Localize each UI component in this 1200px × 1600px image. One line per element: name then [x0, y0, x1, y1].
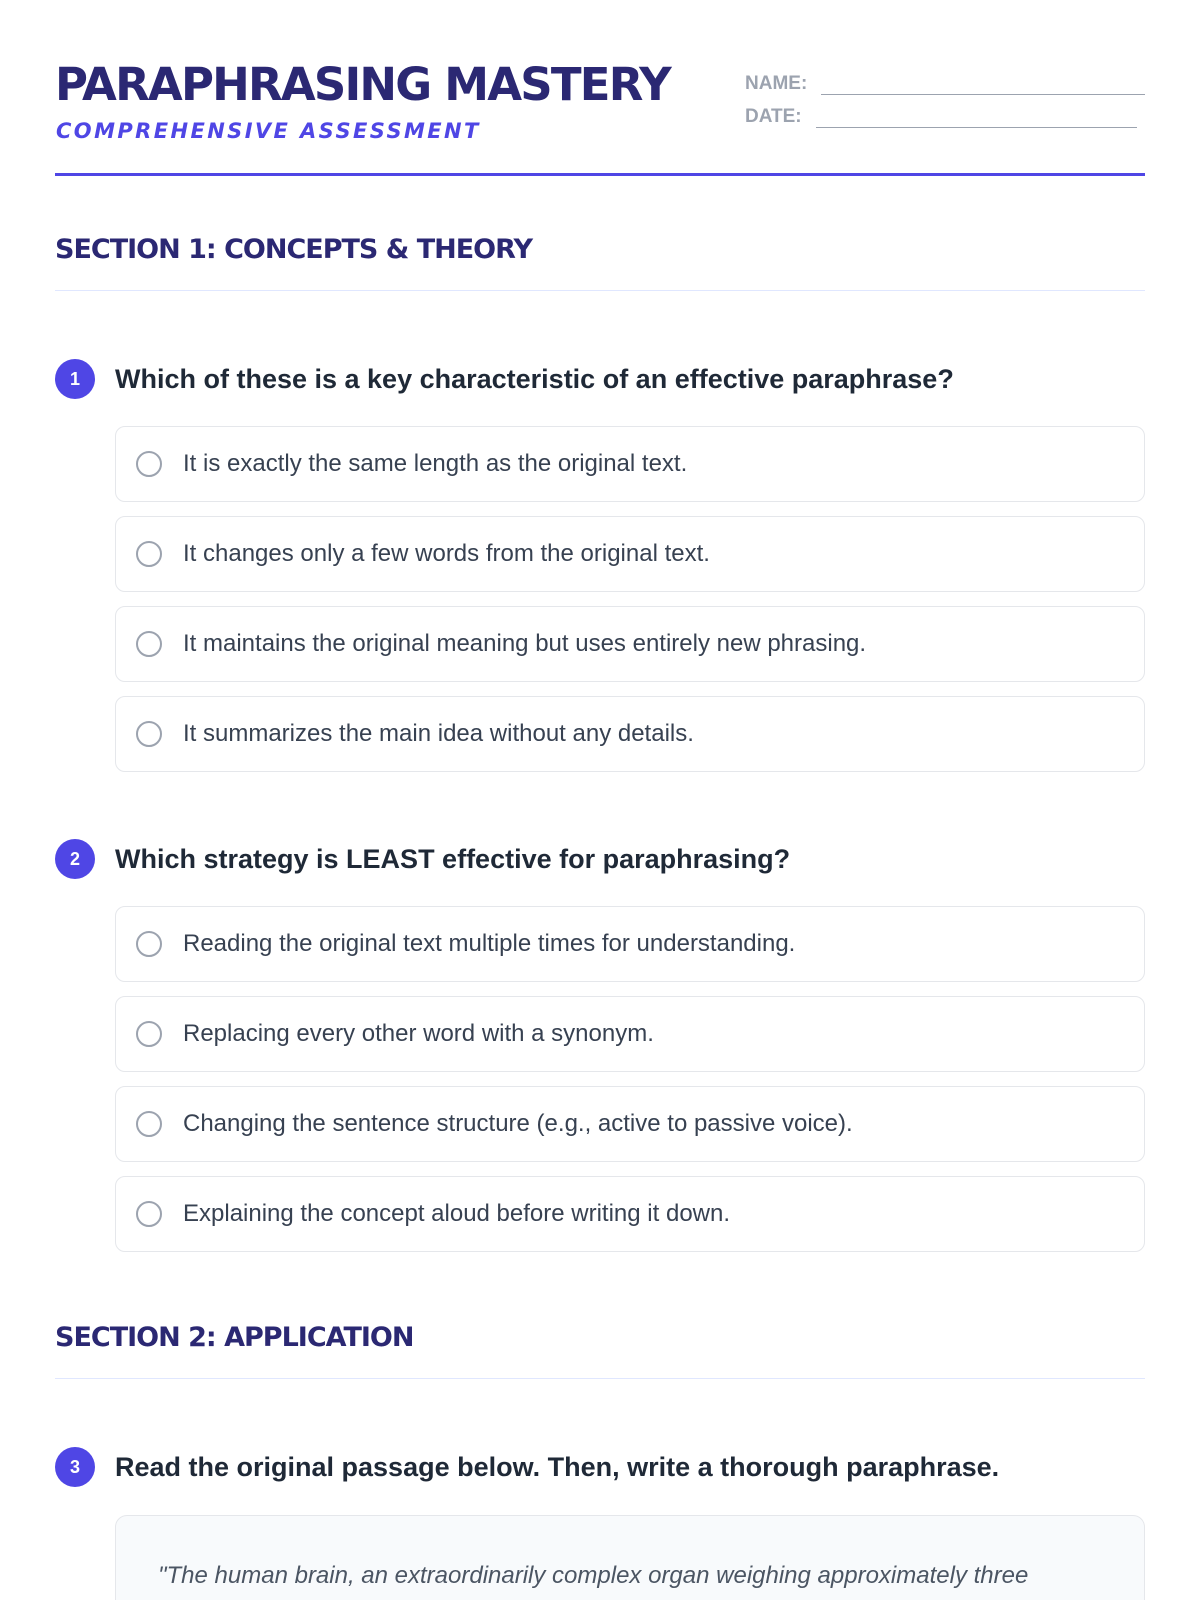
answer-option[interactable]	[115, 1176, 1145, 1252]
question-header	[55, 359, 1145, 399]
question-header	[55, 1447, 1145, 1487]
radio-button[interactable]	[136, 1021, 162, 1047]
radio-button[interactable]	[136, 1111, 162, 1137]
answer-option[interactable]	[115, 996, 1145, 1072]
name-field[interactable]	[745, 70, 1145, 98]
original-passage-text: "The human brain, an extraordinarily complex organ weighing approximately three	[158, 1562, 1029, 1589]
question-3	[55, 1447, 1145, 1487]
answer-options	[115, 426, 1145, 786]
radio-button[interactable]	[136, 1201, 162, 1227]
section-1-title: SECTION 1: CONCEPTS & THEORY	[55, 230, 1145, 291]
section-2-title: SECTION 2: APPLICATION	[55, 1318, 1145, 1379]
question-1	[55, 359, 1145, 747]
answer-option[interactable]	[115, 906, 1145, 982]
radio-button[interactable]	[136, 541, 162, 567]
page-title: PARAPHRASING MASTERY	[55, 58, 670, 111]
question-header	[55, 839, 1145, 879]
question-text: Read the original passage below. Then, write a thorough paraphrase.	[115, 1452, 1000, 1482]
answer-option-label: Replacing every other word with a synonym.	[183, 1020, 654, 1047]
answer-option[interactable]	[115, 426, 1145, 502]
answer-option-label: Changing the sentence structure (e.g., active to passive voice).	[183, 1110, 853, 1137]
answer-option-label: It is exactly the same length as the original text.	[183, 450, 688, 477]
date-label: DATE:	[745, 106, 802, 127]
answer-option[interactable]	[115, 606, 1145, 682]
question-number-badge: 3	[55, 1447, 95, 1487]
answer-options	[115, 906, 1145, 1266]
question-number-badge: 2	[55, 839, 95, 879]
worksheet-header	[55, 0, 1145, 176]
answer-option[interactable]	[115, 516, 1145, 592]
question-text: Which strategy is LEAST effective for paraphrasing?	[115, 844, 791, 874]
name-label: NAME:	[745, 73, 808, 94]
radio-button[interactable]	[136, 451, 162, 477]
answer-option[interactable]	[115, 696, 1145, 772]
radio-button[interactable]	[136, 631, 162, 657]
answer-option-label: Explaining the concept aloud before writing it down.	[183, 1200, 731, 1227]
date-input-line[interactable]	[816, 127, 1137, 128]
radio-button[interactable]	[136, 721, 162, 747]
radio-button[interactable]	[136, 931, 162, 957]
question-text: Which of these is a key characteristic of an effective paraphrase?	[115, 364, 954, 394]
page-subtitle: COMPREHENSIVE ASSESSMENT	[56, 119, 481, 143]
answer-option-label: It maintains the original meaning but uses entirely new phrasing.	[183, 630, 867, 657]
question-2	[55, 839, 1145, 1227]
name-input-line[interactable]	[821, 94, 1145, 95]
answer-option-label: It changes only a few words from the original text.	[183, 540, 710, 567]
date-field[interactable]	[745, 103, 1137, 131]
question-number-badge: 1	[55, 359, 95, 399]
answer-option-label: Reading the original text multiple times for understanding.	[183, 930, 796, 957]
answer-option[interactable]	[115, 1086, 1145, 1162]
original-passage-box	[115, 1515, 1145, 1600]
answer-option-label: It summarizes the main idea without any details.	[183, 720, 694, 747]
